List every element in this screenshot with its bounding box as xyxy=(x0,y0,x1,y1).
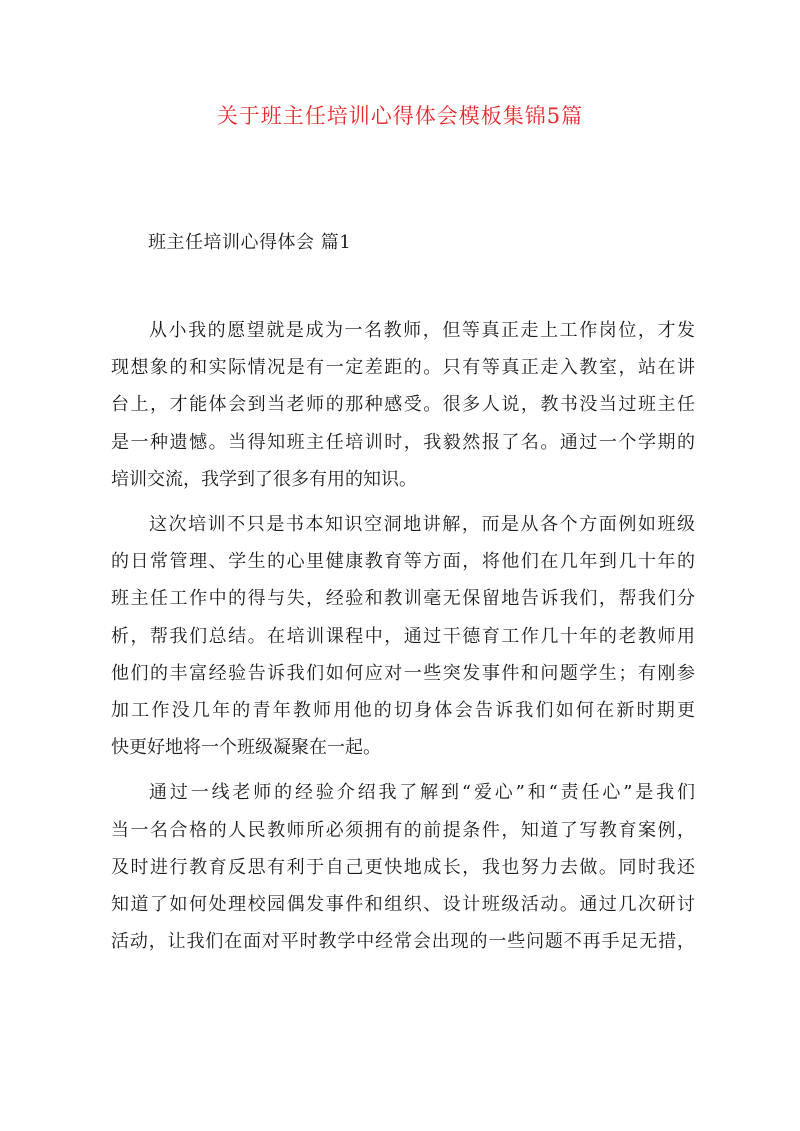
paragraph-line: 当一名合格的人民教师所必须拥有的前提条件，知道了写教育案例， xyxy=(111,819,695,841)
paragraph-line: 从小我的愿望就是成为一名教师，但等真正走上工作岗位，才发 xyxy=(149,320,695,341)
paragraph-2 xyxy=(111,506,695,766)
paragraph-line: 他们的丰富经验告诉我们如何应对一些突发事件和问题学生；有刚参 xyxy=(111,662,695,684)
paragraph-3 xyxy=(111,774,695,960)
paragraph-line: 知道了如何处理校园偶发事件和组织、设计班级活动。通过几次研讨 xyxy=(111,894,695,916)
paragraph-line: 通过一线老师的经验介绍我了解到“爱心”和“责任心”是我们 xyxy=(149,782,695,804)
paragraph-line: 析，帮我们总结。在培训课程中，通过干德育工作几十年的老教师用 xyxy=(111,625,695,647)
paragraph-line: 活动，让我们在面对平时教学中经常会出现的一些问题不再手足无措， xyxy=(111,931,695,953)
paragraph-line: 加工作没几年的青年教师用他的切身体会告诉我们如何在新时期更 xyxy=(111,700,695,722)
document-body xyxy=(111,312,695,968)
paragraph-line: 现想象的和实际情况是有一定差距的。只有等真正走入教室，站在讲 xyxy=(111,357,695,379)
paragraph-line: 培训交流，我学到了很多有用的知识。 xyxy=(111,468,417,490)
paragraph-line: 及时进行教育反思有利于自己更快地成长，我也努力去做。同时我还 xyxy=(111,856,695,878)
section-heading: 班主任培训心得体会 篇1 xyxy=(148,232,352,253)
paragraph-line: 的日常管理、学生的心里健康教育等方面，将他们在几年到几十年的 xyxy=(111,551,695,573)
document-title: 关于班主任培训心得体会模板集锦5篇 xyxy=(216,104,584,128)
paragraph-1 xyxy=(111,312,695,498)
paragraph-line: 这次培训不只是书本知识空洞地讲解，而是从各个方面例如班级 xyxy=(149,514,695,536)
paragraph-line: 是一种遗憾。当得知班主任培训时，我毅然报了名。通过一个学期的 xyxy=(111,431,695,453)
paragraph-line: 台上，才能体会到当老师的那种感受。很多人说，教书没当过班主任 xyxy=(111,394,695,416)
paragraph-line: 班主任工作中的得与失，经验和教训毫无保留地告诉我们，帮我们分 xyxy=(111,588,695,610)
paragraph-line: 快更好地将一个班级凝聚在一起。 xyxy=(111,737,381,759)
